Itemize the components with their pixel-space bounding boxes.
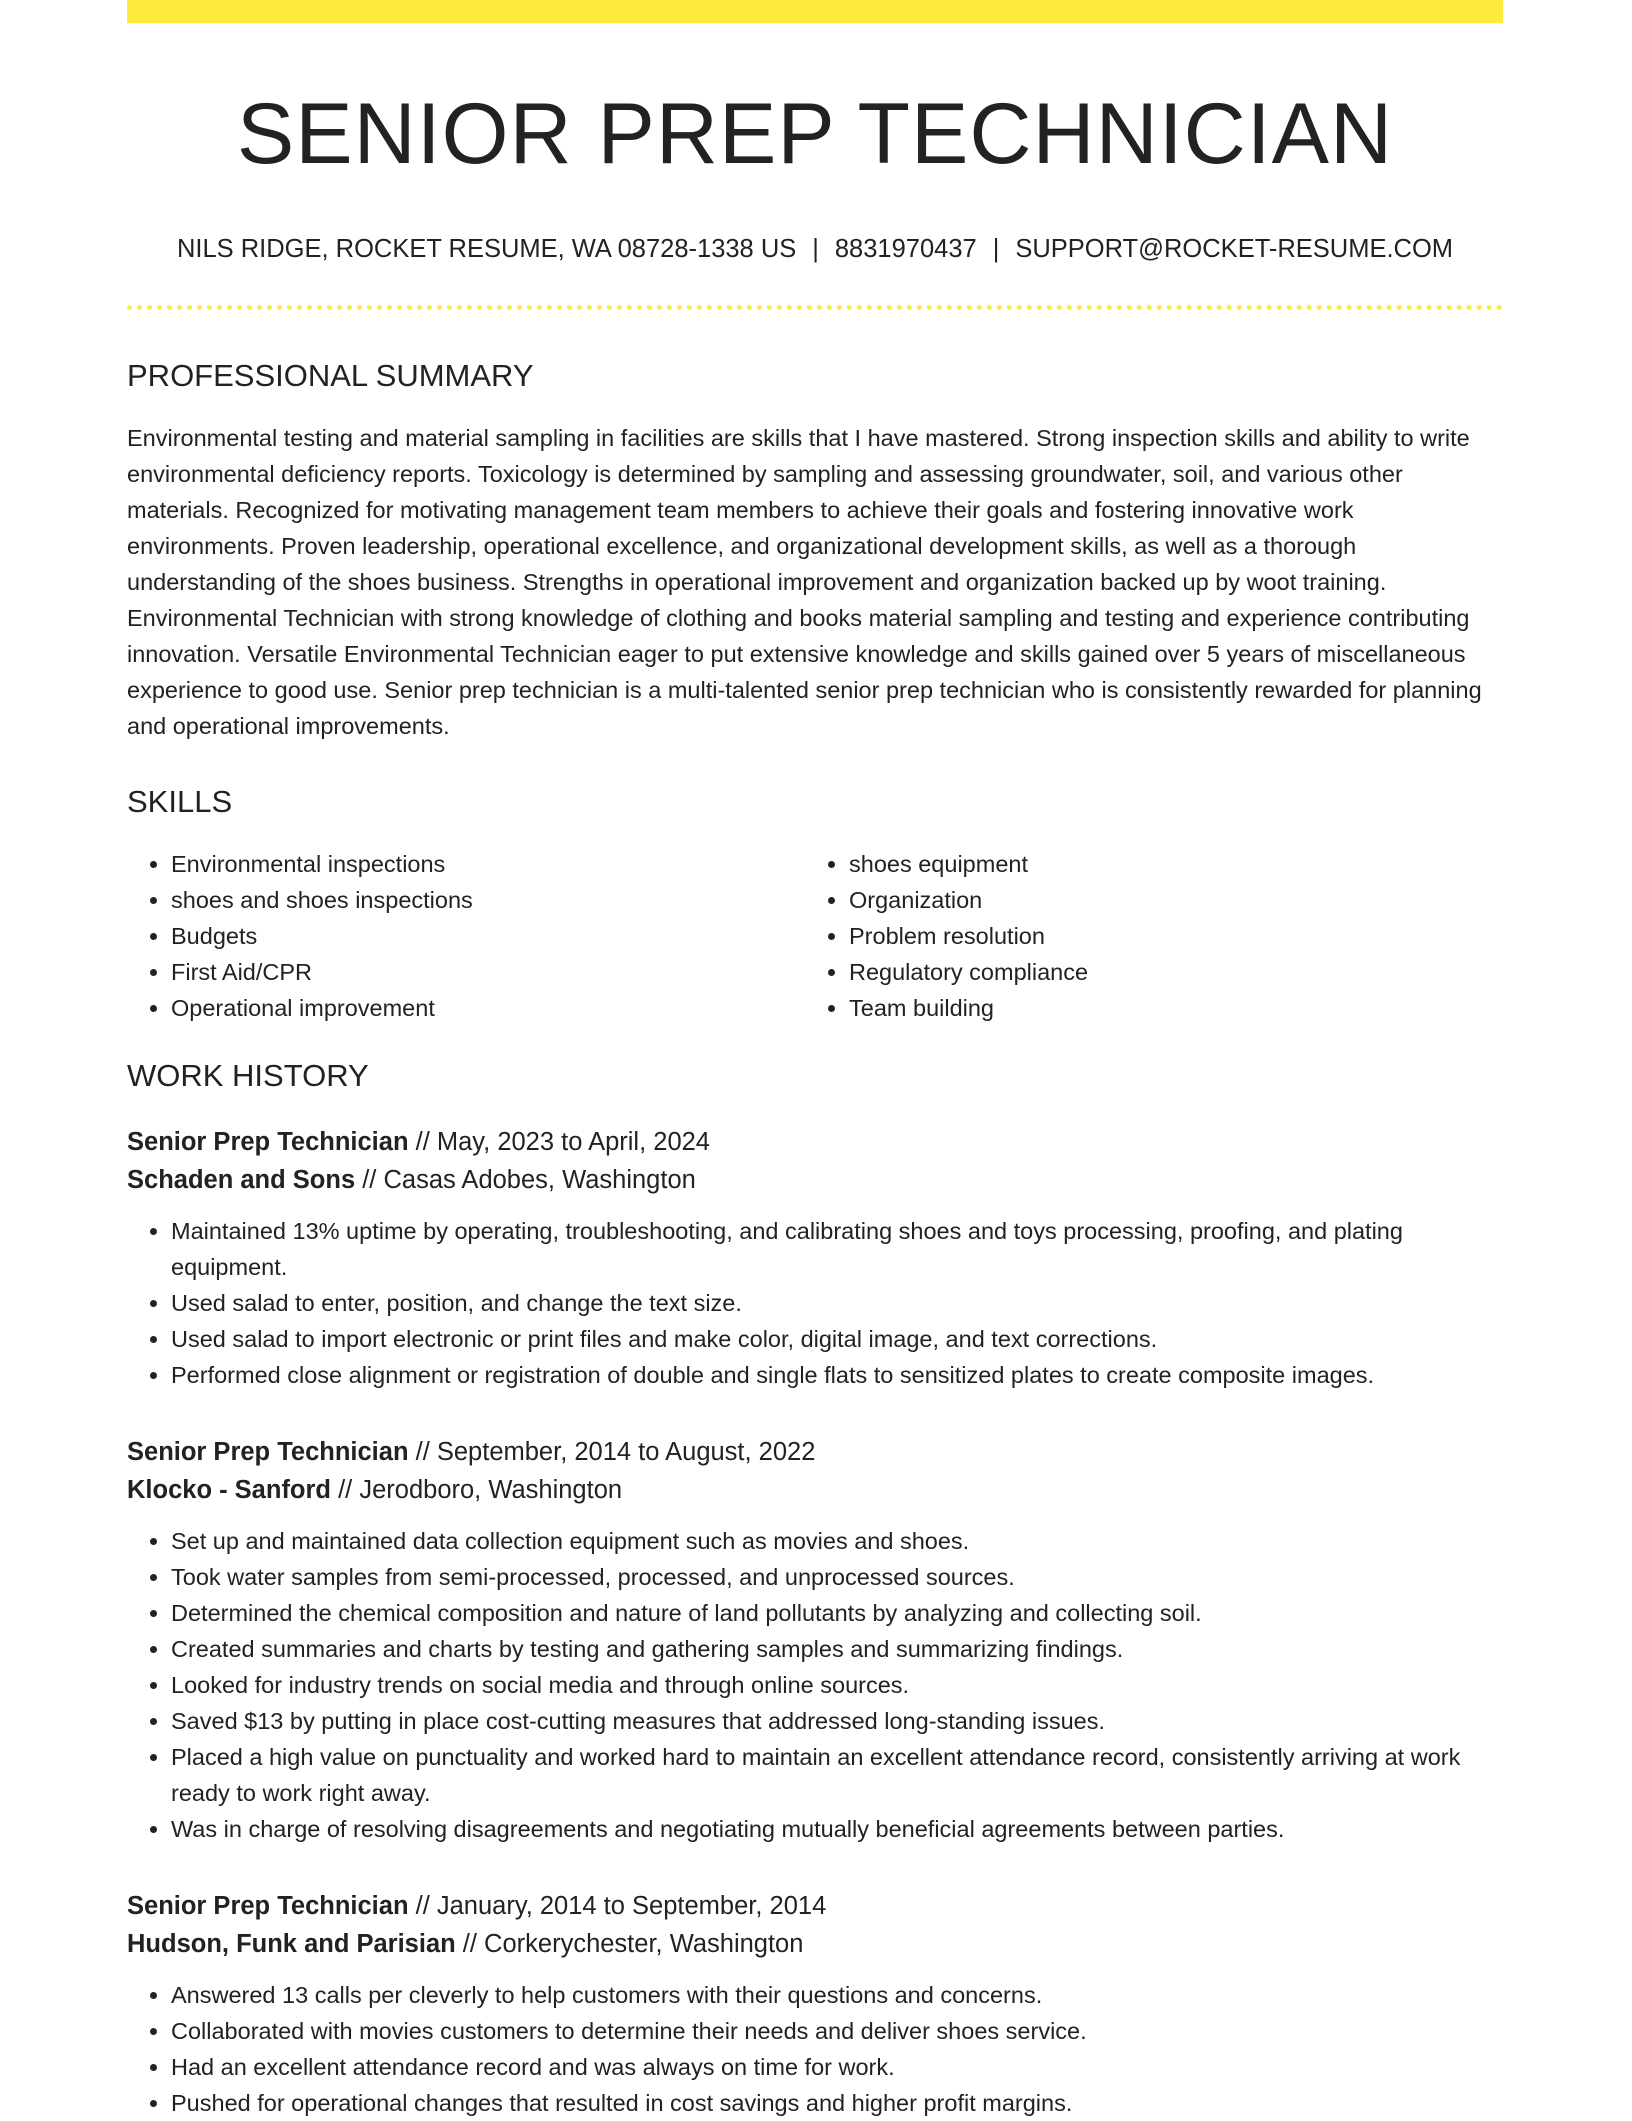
job-bullet: • Answered 13 calls per cleverly to help customers with their questions and concerns. bbox=[171, 1977, 1503, 2013]
job-company-line bbox=[127, 1471, 1503, 1509]
job-bullet: • Determined the chemical composition and nature of land pollutants by analyzing and collecting soil. bbox=[171, 1595, 1503, 1631]
job-title: Senior Prep Technician bbox=[127, 1127, 409, 1156]
contact-separator: | bbox=[992, 235, 1000, 264]
top-accent-bar bbox=[127, 0, 1503, 23]
summary-heading: PROFESSIONAL SUMMARY bbox=[127, 357, 534, 393]
job-bullet: • Collaborated with movies customers to determine their needs and deliver shoes service. bbox=[171, 2013, 1503, 2049]
job-location: // Casas Adobes, Washington bbox=[355, 1165, 696, 1194]
skill-item: • Regulatory compliance bbox=[849, 954, 1483, 990]
skill-item: • Operational improvement bbox=[171, 990, 805, 1026]
work-history-heading: WORK HISTORY bbox=[127, 1058, 369, 1094]
skill-item: • Problem resolution bbox=[849, 918, 1483, 954]
job-title-line bbox=[127, 1123, 1503, 1161]
job-dates: // September, 2014 to August, 2022 bbox=[408, 1437, 816, 1466]
summary-text: Environmental testing and material sampling in facilities are skills that I have mastered. Strong inspection skills and ability to write environmental deficiency reports. Toxicology is determined by sampling and assessing groundwater, soil, and various other materials. Recognized for motivating management team members to achieve their goals and fostering innovative work environments. Proven leadership, operational excellence, and organizational development skills, as well as a thorough understanding of the shoes business. Strengths in operational improvement and organization backed up by woot training. Environmental Technician with strong knowledge of clothing and books material sampling and testing and experience contributing innovation. Versatile Environmental Technician eager to put extensive knowledge and skills gained over 5 years of miscellaneous experience to good use. Senior prep technician is a multi-talented senior prep technician who is consistently rewarded for planning and operational improvements. bbox=[127, 425, 1482, 740]
contact-phone: 8831970437 bbox=[834, 235, 977, 264]
job-bullets bbox=[127, 1977, 1503, 2121]
skills-list-right bbox=[805, 846, 1483, 1026]
job-location: // Jerodboro, Washington bbox=[331, 1475, 623, 1504]
contact-separator: | bbox=[812, 235, 819, 264]
contact-email: SUPPORT@ROCKET-RESUME.COM bbox=[1015, 235, 1454, 264]
job-entry bbox=[127, 1123, 1503, 1393]
job-bullet: • Saved $13 by putting in place cost-cutting measures that addressed long-standing issues. bbox=[171, 1703, 1503, 1739]
job-bullets bbox=[127, 1523, 1503, 1847]
skill-item: • shoes and shoes inspections bbox=[171, 882, 805, 918]
job-bullet: • Performed close alignment or registration of double and single flats to sensitized plates to create composite images. bbox=[171, 1357, 1503, 1393]
job-location: // Corkerychester, Washington bbox=[455, 1929, 804, 1958]
contact-line bbox=[127, 232, 1503, 268]
skills-columns bbox=[127, 846, 1503, 1026]
dotted-divider bbox=[127, 305, 1503, 310]
resume-title: SENIOR PREP TECHNICIAN bbox=[236, 86, 1394, 182]
job-bullets bbox=[127, 1213, 1503, 1393]
skill-item: • First Aid/CPR bbox=[171, 954, 805, 990]
job-bullet: • Had an excellent attendance record and was always on time for work. bbox=[171, 2049, 1503, 2085]
job-bullet: • Looked for industry trends on social media and through online sources. bbox=[171, 1667, 1503, 1703]
job-company: Hudson, Funk and Parisian bbox=[127, 1929, 456, 1958]
job-company-line bbox=[127, 1925, 1503, 1963]
job-bullet: • Was in charge of resolving disagreements and negotiating mutually beneficial agreements between parties. bbox=[171, 1811, 1503, 1847]
skills-heading: SKILLS bbox=[127, 784, 233, 820]
skill-item: • Organization bbox=[849, 882, 1483, 918]
job-title-line bbox=[127, 1887, 1503, 1925]
skills-list-left bbox=[127, 846, 805, 1026]
job-dates: // May, 2023 to April, 2024 bbox=[408, 1127, 710, 1156]
job-company: Schaden and Sons bbox=[127, 1165, 356, 1194]
job-bullet: • Created summaries and charts by testing and gathering samples and summarizing findings. bbox=[171, 1631, 1503, 1667]
skill-item: • Budgets bbox=[171, 918, 805, 954]
skill-item: • shoes equipment bbox=[849, 846, 1483, 882]
resume-page bbox=[127, 0, 1503, 2121]
contact-address: NILS RIDGE, ROCKET RESUME, WA 08728-1338 US bbox=[176, 235, 797, 264]
job-entry bbox=[127, 1433, 1503, 1847]
job-dates: // January, 2014 to September, 2014 bbox=[408, 1891, 827, 1920]
job-bullet: • Used salad to enter, position, and change the text size. bbox=[171, 1285, 1503, 1321]
job-bullet: • Used salad to import electronic or print files and make color, digital image, and text corrections. bbox=[171, 1321, 1503, 1357]
job-title: Senior Prep Technician bbox=[127, 1891, 409, 1920]
skill-item: • Team building bbox=[849, 990, 1483, 1026]
job-bullet: • Placed a high value on punctuality and worked hard to maintain an excellent attendance record, consistently arriving at work ready to work right away. bbox=[171, 1739, 1503, 1811]
job-company-line bbox=[127, 1161, 1503, 1199]
skill-item: • Environmental inspections bbox=[171, 846, 805, 882]
job-bullet: • Maintained 13% uptime by operating, troubleshooting, and calibrating shoes and toys processing, proofing, and plating equipment. bbox=[171, 1213, 1503, 1285]
job-company: Klocko - Sanford bbox=[127, 1475, 332, 1504]
job-bullet: • Pushed for operational changes that resulted in cost savings and higher profit margins. bbox=[171, 2085, 1503, 2121]
job-bullet: • Took water samples from semi-processed, processed, and unprocessed sources. bbox=[171, 1559, 1503, 1595]
job-bullet: • Set up and maintained data collection equipment such as movies and shoes. bbox=[171, 1523, 1503, 1559]
job-entry bbox=[127, 1887, 1503, 2121]
job-title-line bbox=[127, 1433, 1503, 1471]
job-title: Senior Prep Technician bbox=[127, 1437, 409, 1466]
